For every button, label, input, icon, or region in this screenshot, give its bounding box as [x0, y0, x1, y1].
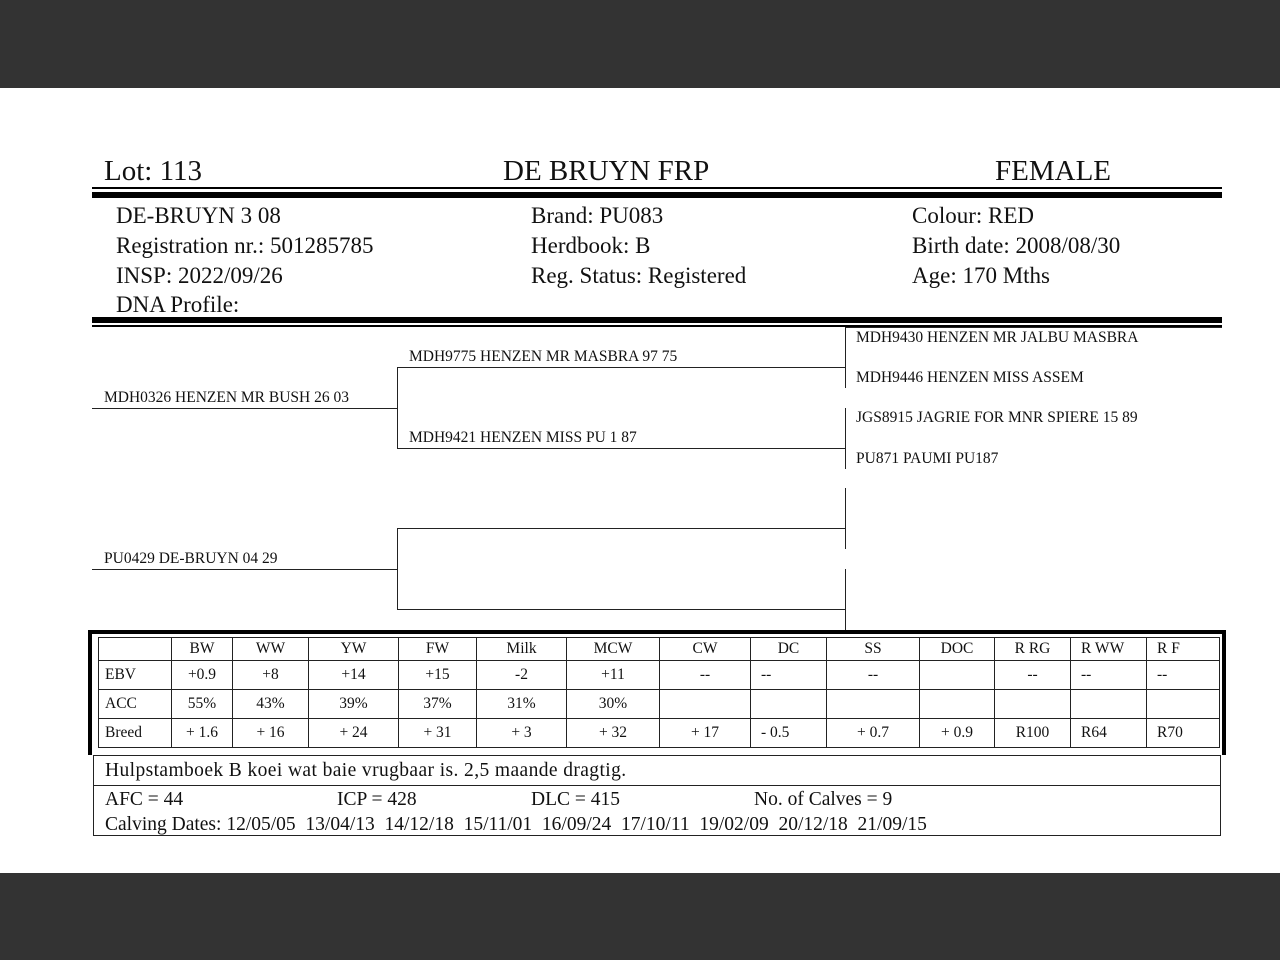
ebv-cell	[1147, 690, 1220, 719]
ebv-column-header	[99, 638, 172, 661]
ebv-column-header: R RG	[995, 638, 1071, 661]
ebv-column-header: FW	[399, 638, 477, 661]
ebv-cell: + 1.6	[172, 719, 233, 748]
pedigree-line	[845, 488, 846, 549]
ebv-column-header: R F	[1147, 638, 1220, 661]
ebv-row	[99, 719, 1220, 748]
ebv-cell: R100	[995, 719, 1071, 748]
ebv-cell: 55%	[172, 690, 233, 719]
ebv-column-header: DOC	[920, 638, 995, 661]
ebv-cell	[995, 690, 1071, 719]
ebv-column-header: Milk	[477, 638, 567, 661]
brand: Brand: PU083	[531, 203, 664, 228]
pedigree-line	[397, 448, 846, 449]
ebv-column-header: YW	[309, 638, 399, 661]
ebv-cell: --	[751, 661, 827, 690]
ebv-cell	[660, 690, 751, 719]
pedigree-line	[397, 367, 398, 449]
ebv-cell: R64	[1071, 719, 1147, 748]
ebv-column-header: R WW	[1071, 638, 1147, 661]
ebv-cell: + 17	[660, 719, 751, 748]
pedigree-line	[397, 609, 846, 610]
ebv-row	[99, 690, 1220, 719]
header-rule-thin	[92, 187, 1222, 189]
pedigree-sire-dam: MDH9421 HENZEN MISS PU 1 87	[409, 429, 637, 446]
ebv-cell: + 24	[309, 719, 399, 748]
ebv-cell: 43%	[233, 690, 309, 719]
ebv-cell: +8	[233, 661, 309, 690]
icp-value: ICP = 428	[337, 789, 417, 810]
ebv-cell: - 0.5	[751, 719, 827, 748]
ebv-cell: + 0.9	[920, 719, 995, 748]
pedigree-line	[845, 408, 846, 469]
ebv-cell: 37%	[399, 690, 477, 719]
registration-number: Registration nr.: 501285785	[116, 233, 374, 258]
pedigree-sd-sire: JGS8915 JAGRIE FOR MNR SPIERE 15 89	[856, 409, 1138, 426]
ebv-cell: 31%	[477, 690, 567, 719]
pedigree-sd-dam: PU871 PAUMI PU187	[856, 450, 999, 467]
ebv-cell: --	[1071, 661, 1147, 690]
ebv-column-header: BW	[172, 638, 233, 661]
ebv-column-header: CW	[660, 638, 751, 661]
ebv-row-label: ACC	[99, 690, 172, 719]
ebv-cell	[751, 690, 827, 719]
ebv-row-label: Breed	[99, 719, 172, 748]
pedigree-line	[397, 367, 846, 368]
birth-date: Birth date: 2008/08/30	[912, 233, 1121, 258]
ebv-cell: + 3	[477, 719, 567, 748]
ebv-cell: + 32	[567, 719, 660, 748]
remark-box	[93, 755, 1221, 786]
ebv-cell	[920, 661, 995, 690]
colour: Colour: RED	[912, 203, 1035, 228]
pedigree-line	[92, 408, 398, 409]
inspection-date: INSP: 2022/09/26	[116, 263, 283, 288]
pedigree-ss-dam: MDH9446 HENZEN MISS ASSEM	[856, 369, 1084, 386]
pedigree-line	[845, 327, 846, 388]
fertility-box	[93, 785, 1221, 836]
header-rule-thick	[92, 192, 1222, 198]
calves-count: No. of Calves = 9	[754, 789, 893, 810]
dlc-value: DLC = 415	[531, 789, 620, 810]
ebv-column-header: SS	[827, 638, 920, 661]
herdbook: Herdbook: B	[531, 233, 651, 258]
ebv-cell: --	[995, 661, 1071, 690]
lot-number: Lot: 113	[104, 155, 203, 187]
ebv-cell: + 0.7	[827, 719, 920, 748]
pedigree-line	[397, 528, 846, 529]
age: Age: 170 Mths	[912, 263, 1050, 288]
ebv-cell: 30%	[567, 690, 660, 719]
top-letterbox-band	[0, 0, 1280, 88]
ebv-cell: +0.9	[172, 661, 233, 690]
animal-sex: FEMALE	[995, 155, 1111, 187]
ebv-table-frame	[88, 630, 1226, 755]
ebv-cell: +15	[399, 661, 477, 690]
ebv-cell	[827, 690, 920, 719]
ebv-cell	[1071, 690, 1147, 719]
ebv-column-header: MCW	[567, 638, 660, 661]
pedigree-sire: MDH0326 HENZEN MR BUSH 26 03	[104, 389, 349, 406]
afc-value: AFC = 44	[105, 789, 184, 810]
pedigree-sire-sire: MDH9775 HENZEN MR MASBRA 97 75	[409, 348, 678, 365]
breeder-name: DE BRUYN FRP	[503, 155, 710, 187]
ebv-row	[99, 661, 1220, 690]
ebv-cell: + 16	[233, 719, 309, 748]
registration-status: Reg. Status: Registered	[531, 263, 747, 288]
ebv-row-label: EBV	[99, 661, 172, 690]
info-rule-thick	[92, 317, 1222, 323]
ebv-column-header: WW	[233, 638, 309, 661]
pedigree-line	[845, 569, 846, 630]
ebv-cell: --	[660, 661, 751, 690]
ebv-cell: +11	[567, 661, 660, 690]
ebv-column-header: DC	[751, 638, 827, 661]
ebv-cell: --	[1147, 661, 1220, 690]
remark-text: Hulpstamboek B koei wat baie vrugbaar is. 2,5 maande dragtig.	[105, 760, 627, 781]
bottom-letterbox-band	[0, 873, 1280, 960]
ebv-cell: + 31	[399, 719, 477, 748]
animal-name: DE-BRUYN 3 08	[116, 203, 281, 228]
calving-dates: Calving Dates: 12/05/05 13/04/13 14/12/18 15/11/01 16/09/24 17/10/11 19/02/09 20/12/18 21/09/15	[105, 814, 927, 835]
ebv-cell	[920, 690, 995, 719]
pedigree-line	[845, 327, 1222, 328]
pedigree-line	[92, 569, 398, 570]
ebv-cell: +14	[309, 661, 399, 690]
pedigree-dam: PU0429 DE-BRUYN 04 29	[104, 550, 278, 567]
pedigree-ss-sire: MDH9430 HENZEN MR JALBU MASBRA	[856, 329, 1139, 346]
pedigree-line	[397, 528, 398, 610]
ebv-header-row	[99, 638, 1220, 661]
ebv-cell: R70	[1147, 719, 1220, 748]
ebv-table	[98, 637, 1220, 748]
ebv-cell: 39%	[309, 690, 399, 719]
ebv-cell: -2	[477, 661, 567, 690]
ebv-cell: --	[827, 661, 920, 690]
dna-profile: DNA Profile:	[116, 292, 240, 317]
